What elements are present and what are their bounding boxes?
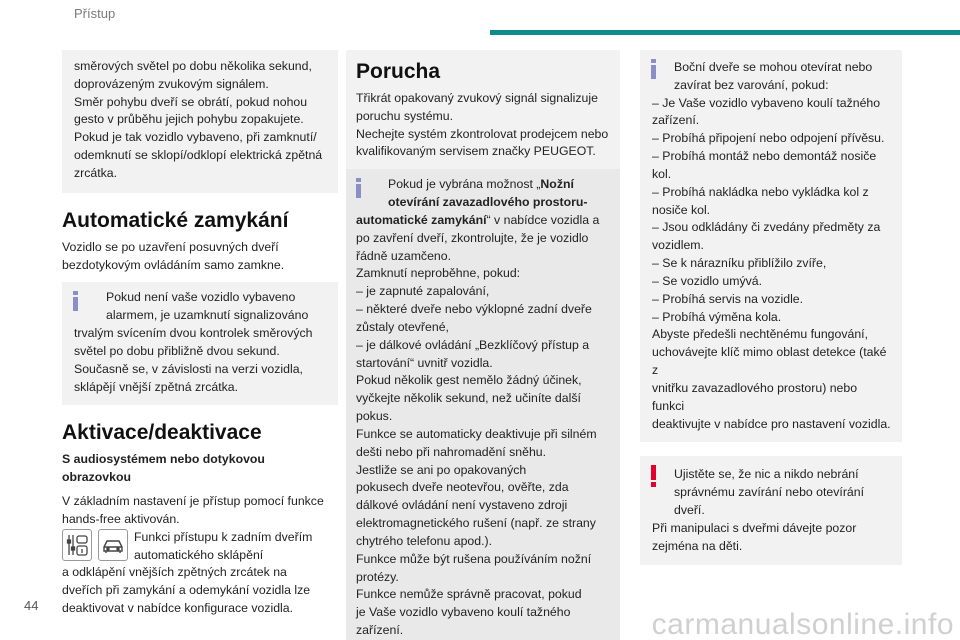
text-span: “ v nabídce vozidla a: [486, 212, 600, 227]
text-line: – Probíhá nakládka nebo vykládka kol z: [652, 184, 869, 199]
text-line: nosiče kol.: [652, 202, 711, 217]
text-line: dálkové ovládání není vystaveno zdroji: [356, 498, 568, 513]
text-line: kvalifikovaným servisem značky PEUGEOT.: [356, 144, 596, 159]
text-line: obrazovkou: [62, 470, 132, 485]
fault-text: [356, 90, 610, 161]
text-line: S audiosystémem nebo dotykovou: [62, 452, 265, 467]
heading-activation: Aktivace/deaktivace: [62, 421, 262, 445]
text-line: dešti nebo při nahromadění sněhu.: [356, 444, 547, 459]
text-line: zavírat bez varování, pokud:: [674, 77, 829, 92]
activation-text: [62, 493, 338, 529]
icon-text: [134, 529, 312, 565]
text-line: bezdotykovým ovládáním samo zamkne.: [62, 257, 285, 272]
info-icon: [73, 291, 78, 311]
menu-icons: [62, 529, 128, 561]
text-line: Boční dveře se mohou otevírat nebo: [674, 60, 873, 74]
text-line: – Probíhá připojení nebo odpojení přívěsu.: [652, 131, 885, 146]
text-line: uchovávejte klíč mimo oblast detekce (také z: [652, 345, 887, 378]
text-line: poruchu systému.: [356, 108, 454, 123]
text-line: – Je Vaše vozidlo vybaveno koulí tažného: [652, 95, 881, 110]
text-line: elektromagnetického rušení (např. ze strany: [356, 516, 596, 531]
text-line: [356, 176, 610, 194]
text-line: Pokud několik gest nemělo žádný účinek,: [356, 373, 582, 388]
text-line: automatického sklápění: [134, 547, 264, 562]
text-line: chytrého telefonu apod.).: [356, 533, 493, 548]
auto-lock-text: [62, 239, 338, 275]
text-line: – Jsou odkládány či zvedány předměty za: [652, 220, 881, 235]
warning-icon: [651, 465, 656, 487]
text-line: Zamknutí neproběhne, pokud:: [356, 266, 521, 281]
text-line: sklápějí vnější zpětná zrcátka.: [74, 379, 239, 394]
text-line: Abyste předešli nechtěnému fungování,: [652, 327, 869, 342]
text-line: protézy.: [356, 569, 399, 584]
text-line: vyčkejte několik sekund, než učiníte další: [356, 391, 581, 406]
info-box-side-doors: [640, 50, 902, 442]
text-line: – Se vozidlo umývá.: [652, 273, 763, 288]
text-line: – Probíhá montáž nebo demontáž nosiče kol.: [652, 149, 877, 181]
bold-span: automatické zamykání: [356, 212, 487, 227]
text-line: dveřích při zamykání a odemykání vozidla lze: [62, 583, 311, 598]
text-line: – je dálkové ovládání „Bezklíčový přístup a: [356, 337, 590, 352]
text-line: Nechejte systém zkontrolovat prodejcem nebo: [356, 126, 609, 141]
text-line: doprovázeným zvukovým signálem.: [74, 76, 269, 91]
text-line: Funkci přístupu k zadním dveřím: [134, 529, 313, 544]
text-line: deaktivujte v nabídce pro nastavení vozidla.: [652, 416, 891, 431]
text-line: deaktivovat v nabídce konfigurace vozidla.: [62, 601, 294, 616]
text-line: hands-free aktivován.: [62, 511, 180, 526]
text-line: směrových světel po dobu několika sekund,: [74, 59, 312, 73]
car-icon: [98, 529, 128, 561]
activation-after-text: [62, 564, 338, 617]
column-1: [62, 50, 338, 618]
watermark: carmanualsonline.info: [651, 608, 954, 640]
text-line: a odklápění vnějších zpětných zrcátek na: [62, 565, 287, 580]
text-line: Jestliže se ani po opakovaných: [356, 462, 527, 477]
bold-span: Nožní: [540, 177, 574, 192]
icon-row: [62, 529, 338, 565]
column-2: [346, 50, 620, 638]
heading-fault: Porucha: [356, 60, 441, 83]
text-span: Pokud je vybrána možnost „: [388, 177, 541, 192]
text-line: alarmem, je uzamknutí signalizováno: [106, 308, 309, 323]
bold-span: otevírání zavazadlového prostoru-: [388, 195, 588, 210]
text-line: pokusech dveře neotevřou, ověřte, zda: [356, 480, 569, 495]
text-line: Funkce může být rušena používáním nožní: [356, 551, 592, 566]
text-line: řádně uzamčeno.: [356, 248, 452, 263]
text-line: V základním nastavení je přístup pomocí funkce: [62, 494, 324, 509]
text-line: – Se k nárazníku přiblížilo zvíře,: [652, 256, 827, 271]
text-line: gesto v průběhu jejich pohybu zopakujete.: [74, 112, 304, 127]
top-box: [62, 50, 338, 193]
text-line: Současně se, v závislosti na verzi vozidla,: [74, 361, 303, 376]
warning-box: [640, 456, 902, 564]
column-3: [640, 50, 902, 565]
text-line: zůstaly otevřené,: [356, 319, 449, 334]
text-line: – Probíhá servis na vozidle.: [652, 291, 804, 306]
text-line: Vozidlo se po uzavření posuvných dveří: [62, 239, 279, 254]
text-line: Pokud je tak vozidlo vybaveno, při zamknutí/: [74, 130, 317, 145]
heading-auto-lock: Automatické zamykání: [62, 208, 289, 232]
text-line: správnému zavírání nebo otevírání dveří.: [674, 485, 865, 518]
subheading-audio: [62, 451, 338, 487]
text-line: – je zapnuté zapalování,: [356, 284, 490, 299]
text-line: zařízení.: [356, 623, 404, 638]
text-line: odemknutí se sklopí/odklopí elektrická zpětná: [74, 148, 323, 163]
text-line: světel po dobu přibližně dvou sekund.: [74, 343, 280, 358]
text-line: Třikrát opakovaný zvukový signál signalizuje: [356, 91, 598, 105]
header-title: Přístup: [74, 6, 116, 21]
text-line: Funkce se automaticky deaktivuje při silném: [356, 426, 597, 441]
text-line: Pokud není vaše vozidlo vybaveno: [106, 290, 296, 305]
text-line: pokus.: [356, 409, 393, 424]
text-line: Ujistěte se, že nic a nikdo nebrání: [674, 467, 859, 482]
text-line: vnitřku zavazadlového prostoru) nebo funkci: [652, 380, 858, 413]
text-line: zařízení.: [652, 113, 700, 128]
text-line: Směr pohybu dveří se obrátí, pokud nohou: [74, 94, 308, 109]
text-line: zrcátka.: [74, 165, 118, 180]
text-line: po zavření dveří, zkontrolujte, že je vozidlo: [356, 230, 589, 245]
text-line: zejména na děti.: [652, 538, 743, 553]
text-line: [356, 194, 610, 212]
info-box-auto-lock: [62, 282, 338, 405]
text-line: startování“ uvnitř vozidla.: [356, 355, 493, 370]
text-line: je Vaše vozidlo vybaveno koulí tažného: [356, 605, 571, 620]
text-line: – Probíhá výměna kola.: [652, 309, 782, 324]
text-line: trvalým svícením dvou kontrolek směrových: [74, 326, 313, 341]
text-line: [356, 212, 610, 230]
info-icon: [356, 178, 361, 198]
text-line: vozidlem.: [652, 238, 704, 253]
info-icon: [651, 59, 656, 79]
page-number: 44: [24, 598, 39, 613]
settings-car-icon: [62, 529, 92, 561]
text-line: – některé dveře nebo výklopné zadní dveře: [356, 302, 592, 317]
text-line: Při manipulaci s dveřmi dávejte pozor: [652, 520, 857, 535]
info-box-fault: [346, 169, 620, 640]
header-accent-bar: [490, 30, 960, 35]
text-line: Funkce nemůže správně pracovat, pokud: [356, 587, 582, 602]
